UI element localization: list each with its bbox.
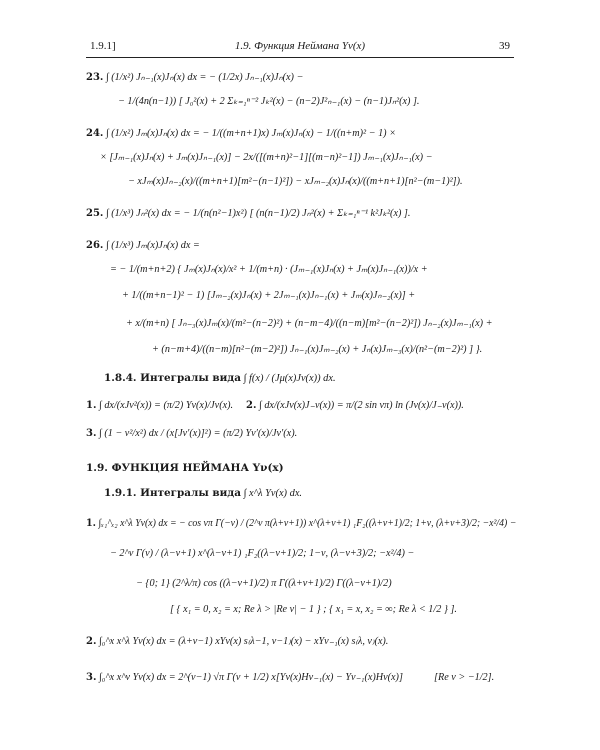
- formula-text: ∫ (1/x²) Jₘ(x)Jₙ(x) dx = − 1/((m+n+1)x) Jₘ(x)Jₙ(x) − 1/((n+m)² − 1) ×: [105, 128, 396, 139]
- formula-label: 3.: [86, 428, 97, 439]
- section-title: 1.9. ФУНКЦИЯ НЕЙМАНА Yν(x): [86, 462, 284, 474]
- formula-label: 2.: [246, 400, 257, 411]
- formula-text: ∫ (1/x²) Jₙ₋₁(x)Jₙ(x) dx = − (1/2x) Jₙ₋₁(x)Jₙ(x) −: [105, 72, 304, 83]
- formula-line: [86, 400, 233, 412]
- formula-line: [118, 96, 419, 108]
- subsection-expression: ∫ f(x) / (Jμ(x)Jν(x)) dx.: [243, 373, 336, 384]
- formula-line: [86, 128, 396, 140]
- formula-line: [246, 400, 464, 412]
- formula-text: [ { x₁ = 0, x₂ = x; Re λ > |Re ν| − 1 } ; { x₁ = x, x₂ = ∞; Re λ < 1/2 } ].: [170, 604, 457, 615]
- formula-text: ∫ dx/(xJν(x)J₋ν(x)) = π/(2 sin νπ) ln (Jν(x)/J₋ν(x)).: [259, 400, 464, 411]
- formula-text: − xJₘ(x)Jₙ₋₂(x)/((m+n+1)[m²−(n−1)²]) − xJₘ₋₂(x)Jₙ(x)/((m+n+1)[n²−(m−1)²]).: [128, 176, 463, 187]
- formula-line: [110, 264, 428, 276]
- formula-label: 26.: [86, 240, 104, 251]
- formula-line: [86, 636, 388, 648]
- formula-text: ∫ₓ₁^ₓ₂ x^λ Yν(x) dx = − cos νπ Γ(−ν) / (2^ν π(λ+ν+1)) x^(λ+ν+1) ₁F₂((λ+ν+1)/2; 1+ν, (λ+ν+3)/2; −x²/4) −: [98, 518, 517, 529]
- formula-condition: [434, 672, 494, 684]
- formula-line: [110, 548, 414, 560]
- formula-text: ∫ (1/x³) Jₙ²(x) dx = − 1/(n(n²−1)x²) [ (n(n−1)/2) Jₙ²(x) + Σₖ₌₁ⁿ⁻¹ k²Jₖ²(x) ].: [105, 208, 411, 219]
- formula-text: ∫ (1 − ν²/x²) dx / (x[Jν′(x)]²) = (π/2) Yν′(x)/Jν′(x).: [99, 428, 298, 439]
- condition-text: [Re ν > −1/2].: [434, 672, 495, 683]
- formula-text: = − 1/(m+n+2) { Jₘ(x)Jₙ(x)/x² + 1/(m+n) · (Jₘ₋₁(x)Jₙ(x) + Jₘ(x)Jₙ₋₁(x))/x +: [110, 264, 428, 275]
- formula-line: [86, 672, 403, 684]
- subsection-title: 1.9.1. Интегралы вида: [104, 487, 241, 499]
- formula-line: [86, 428, 297, 440]
- formula-label: 1.: [86, 518, 97, 529]
- formula-line: [128, 176, 463, 188]
- formula-line: [86, 208, 410, 220]
- formula-text: ∫₀^x x^ν Yν(x) dx = 2^(ν−1) √π Γ(ν + 1/2) x[Yν(x)Hν₋₁(x) − Yν₋₁(x)Hν(x)]: [99, 672, 403, 683]
- formula-label: 23.: [86, 72, 104, 83]
- formula-text: × [Jₘ₋₁(x)Jₙ(x) + Jₘ(x)Jₙ₋₁(x)] − 2x/([(m+n)²−1][(m−n)²−1]) Jₘ₋₁(x)Jₙ₋₁(x) −: [100, 152, 433, 163]
- formula-text: − 2^ν Γ(ν) / (λ−ν+1) x^(λ−ν+1) ₁F₂((λ−ν+1)/2; 1−ν, (λ−ν+3)/2; −x²/4) −: [110, 548, 415, 559]
- header-title: 1.9. Функция Неймана Yν(x): [234, 40, 366, 52]
- formula-text: + x/(m+n) [ Jₙ₋₃(x)Jₘ(x)/(m²−(n−2)²) + (n−m−4)/((n−m)[m²−(n−2)²]) Jₙ₋₂(x)Jₘ₋₁(x) +: [126, 318, 493, 329]
- formula-line: [126, 318, 493, 330]
- formula-line: [152, 344, 482, 356]
- formula-label: 3.: [86, 672, 97, 683]
- formula-line: [100, 152, 432, 164]
- formula-text: ∫ (1/x³) Jₘ(x)Jₙ(x) dx =: [105, 240, 200, 251]
- subsection-1-8-4: [104, 372, 336, 384]
- header-rule: [86, 57, 514, 58]
- formula-text: ∫ dx/(xJν²(x)) = (π/2) Yν(x)/Jν(x).: [99, 400, 234, 411]
- formula-line: [170, 604, 457, 616]
- formula-line: [86, 518, 516, 530]
- formula-text: ∫₀^x x^λ Yν(x) dx = (λ+ν−1) xYν(x) s₍λ−1, ν−1₎(x) − xYν₋₁(x) s₍λ, ν₎(x).: [99, 636, 389, 647]
- header-section-number: 1.9.1]: [90, 40, 116, 52]
- running-header: [86, 40, 514, 56]
- formula-line: [122, 290, 415, 302]
- formula-line: [86, 240, 200, 252]
- formula-line: [86, 72, 303, 84]
- subsection-expression: ∫ x^λ Yν(x) dx.: [243, 488, 303, 499]
- formula-line: [136, 578, 392, 590]
- formula-label: 2.: [86, 636, 97, 647]
- subsection-title: 1.8.4. Интегралы вида: [104, 372, 241, 384]
- formula-label: 24.: [86, 128, 104, 139]
- subsection-1-9-1: [104, 487, 302, 499]
- formula-text: + (n−m+4)/((n−m)[n²−(m−2)²]) Jₙ₋₁(x)Jₘ₋₂(x) + Jₙ(x)Jₘ₋₃(x)/(n²−(m−2)²) ] }.: [152, 344, 483, 355]
- formula-label: 25.: [86, 208, 104, 219]
- page-number: 39: [499, 40, 510, 52]
- formula-label: 1.: [86, 400, 97, 411]
- formula-text: − {0; 1} (2^λ/π) cos ((λ−ν+1)/2) π Γ((λ+ν+1)/2) Γ((λ−ν+1)/2): [136, 578, 392, 589]
- formula-text: − 1/(4n(n−1)) [ J₀²(x) + 2 Σₖ₌₁ⁿ⁻² Jₖ²(x) − (n−2)J²ₙ₋₁(x) − (n−1)Jₙ²(x) ].: [118, 96, 420, 107]
- formula-text: + 1/((m+n−1)² − 1) [Jₘ₋₂(x)Jₙ(x) + 2Jₘ₋₁(x)Jₙ₋₁(x) + Jₘ(x)Jₙ₋₂(x)] +: [122, 290, 416, 301]
